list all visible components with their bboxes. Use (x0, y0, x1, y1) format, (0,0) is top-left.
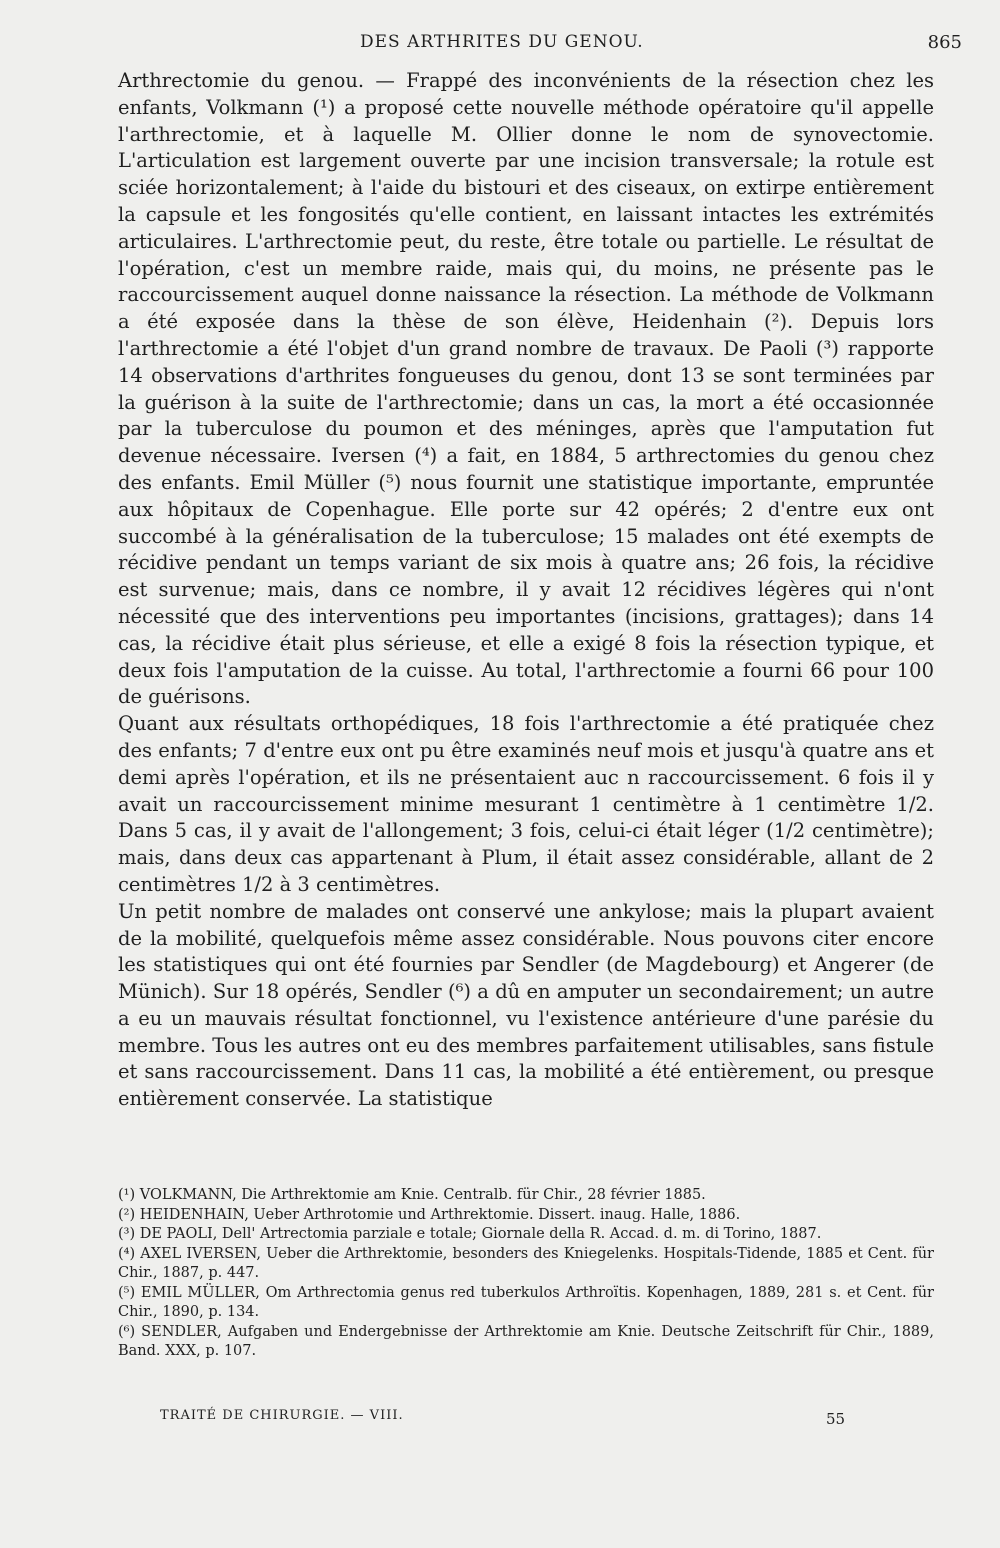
printer-signature: TRAITÉ DE CHIRURGIE. — VIII. (160, 1408, 404, 1423)
footnote: (¹) VOLKMANN, Die Arthrektomie am Knie. Centralb. für Chir., 28 février 1885. (118, 1187, 706, 1203)
footnote: (⁶) SENDLER, Aufgaben und Endergebnisse der Arthrektomie am Knie. Deutsche Zeitschrift für Chir., 1889, Band. XXX, p. 107. (118, 1323, 934, 1359)
paragraph-ankylose: Un petit nombre de malades ont conservé une ankylose; mais la plupart avaient de la mobilité, quelquefois même assez considérable. Nous pouvons citer encore les statistiques qui ont été fournies par Sendler (de Magdebourg) et Angerer (de Münich). Sur 18 opérés, Sendler (⁶) a dû en amputer un secondairement; un autre a eu un mauvais résultat fonctionnel, vu l'existence antérieure d'une parésie du membre. Tous les autres ont eu des membres parfaitement utilisables, sans fistule et sans raccourcissement. Dans 11 cas, la mobilité a été entièrement, ou presque entièrement conservée. La statistique (118, 899, 934, 1111)
footnote: (³) DE PAOLI, Dell' Artrectomia parziale e totale; Giornale della R. Accad. d. m. di Torino, 1887. (118, 1226, 822, 1242)
paragraph-resultats-orthopediques: Quant aux résultats orthopédiques, 18 fois l'arthrectomie a été pratiquée chez des enfants; 7 d'entre eux ont pu être examinés neuf mois et jusqu'à quatre ans et demi après l'opération, et ils ne présentaient auc n raccourcissement. 6 fois il y avait un raccourcissement minime mesurant 1 centimètre à 1 centimètre 1/2. Dans 5 cas, il y avait de l'allongement; 3 fois, celui-ci était léger (1/2 centimètre); mais, dans deux cas appartenant à Plum, il était assez considérable, allant de 2 centimètres 1/2 à 3 centimètres. (118, 712, 934, 896)
footnote: (⁴) AXEL IVERSEN, Ueber die Arthrektomie, besonders des Kniegelenks. Hospitals-Tidende, 1885 et Cent. für Chir., 1887, p. 447. (118, 1245, 934, 1281)
footnote: (²) HEIDENHAIN, Ueber Arthrotomie und Arthrektomie. Dissert. inaug. Halle, 1886. (118, 1206, 741, 1223)
page-number: 865 (927, 32, 962, 53)
running-head (0, 32, 1000, 62)
signature-number: 55 (826, 1410, 846, 1428)
page-footer (0, 1408, 1000, 1438)
paragraph-arthrectomie: Arthrectomie du genou. — Frappé des inconvénients de la résection chez les enfants, Volkmann (¹) a proposé cette nouvelle méthode opératoire qu'il appelle l'arthrectomie, et à laquelle M. Ollier donne le nom de synovectomie. L'articulation est largement ouverte par une incision transversale; la rotule est sciée horizontalement; à l'aide du bistouri et des ciseaux, on extirpe entièrement la capsule et les fongosités qu'elle contient, en laissant intactes les extrémités articulaires. L'arthrectomie peut, du reste, être totale ou partielle. Le résultat de l'opération, c'est un membre raide, mais qui, du moins, ne présente pas le raccourcissement auquel donne naissance la résection. La méthode de Volkmann a été exposée dans la thèse de son élève, Heidenhain (²). Depuis lors l'arthrectomie a été l'objet d'un grand nombre de travaux. De Paoli (³) rapporte 14 observations d'arthrites fongueuses du genou, dont 13 se sont terminées par la guérison à la suite de l'arthrectomie; dans un cas, la mort a été occasionnée par la tuberculose du poumon et des méninges, après que l'amputation fut devenue nécessaire. Iversen (⁴) a fait, en 1884, 5 arthrectomies du genou chez des enfants. Emil Müller (⁵) nous fournit une statistique importante, empruntée aux hôpitaux de Copenhague. Elle porte sur 42 opérés; 2 d'entre eux ont succombé à la généralisation de la tuberculose; 15 malades ont été exempts de récidive pendant un temps variant de six mois à quatre ans; 26 fois, la récidive est survenue; mais, dans ce nombre, il y avait 12 récidives légères qui n'ont nécessité que des interventions peu importantes (incisions, grattages); dans 14 cas, la récidive était plus sérieuse, et elle a exigé 8 fois la résection typique, et deux fois l'amputation de la cuisse. Au total, l'arthrectomie a fourni 66 pour 100 de guérisons. (118, 69, 934, 709)
running-title: DES ARTHRITES DU GENOU. (360, 32, 644, 52)
body-text (118, 68, 934, 1113)
footnote: (⁵) EMIL MÜLLER, Om Arthrectomia genus red tuberkulos Arthroïtis. Kopenhagen, 1889, 281 s. et Cent. für Chir., 1890, p. 134. (118, 1284, 934, 1320)
footnotes (118, 1186, 934, 1362)
